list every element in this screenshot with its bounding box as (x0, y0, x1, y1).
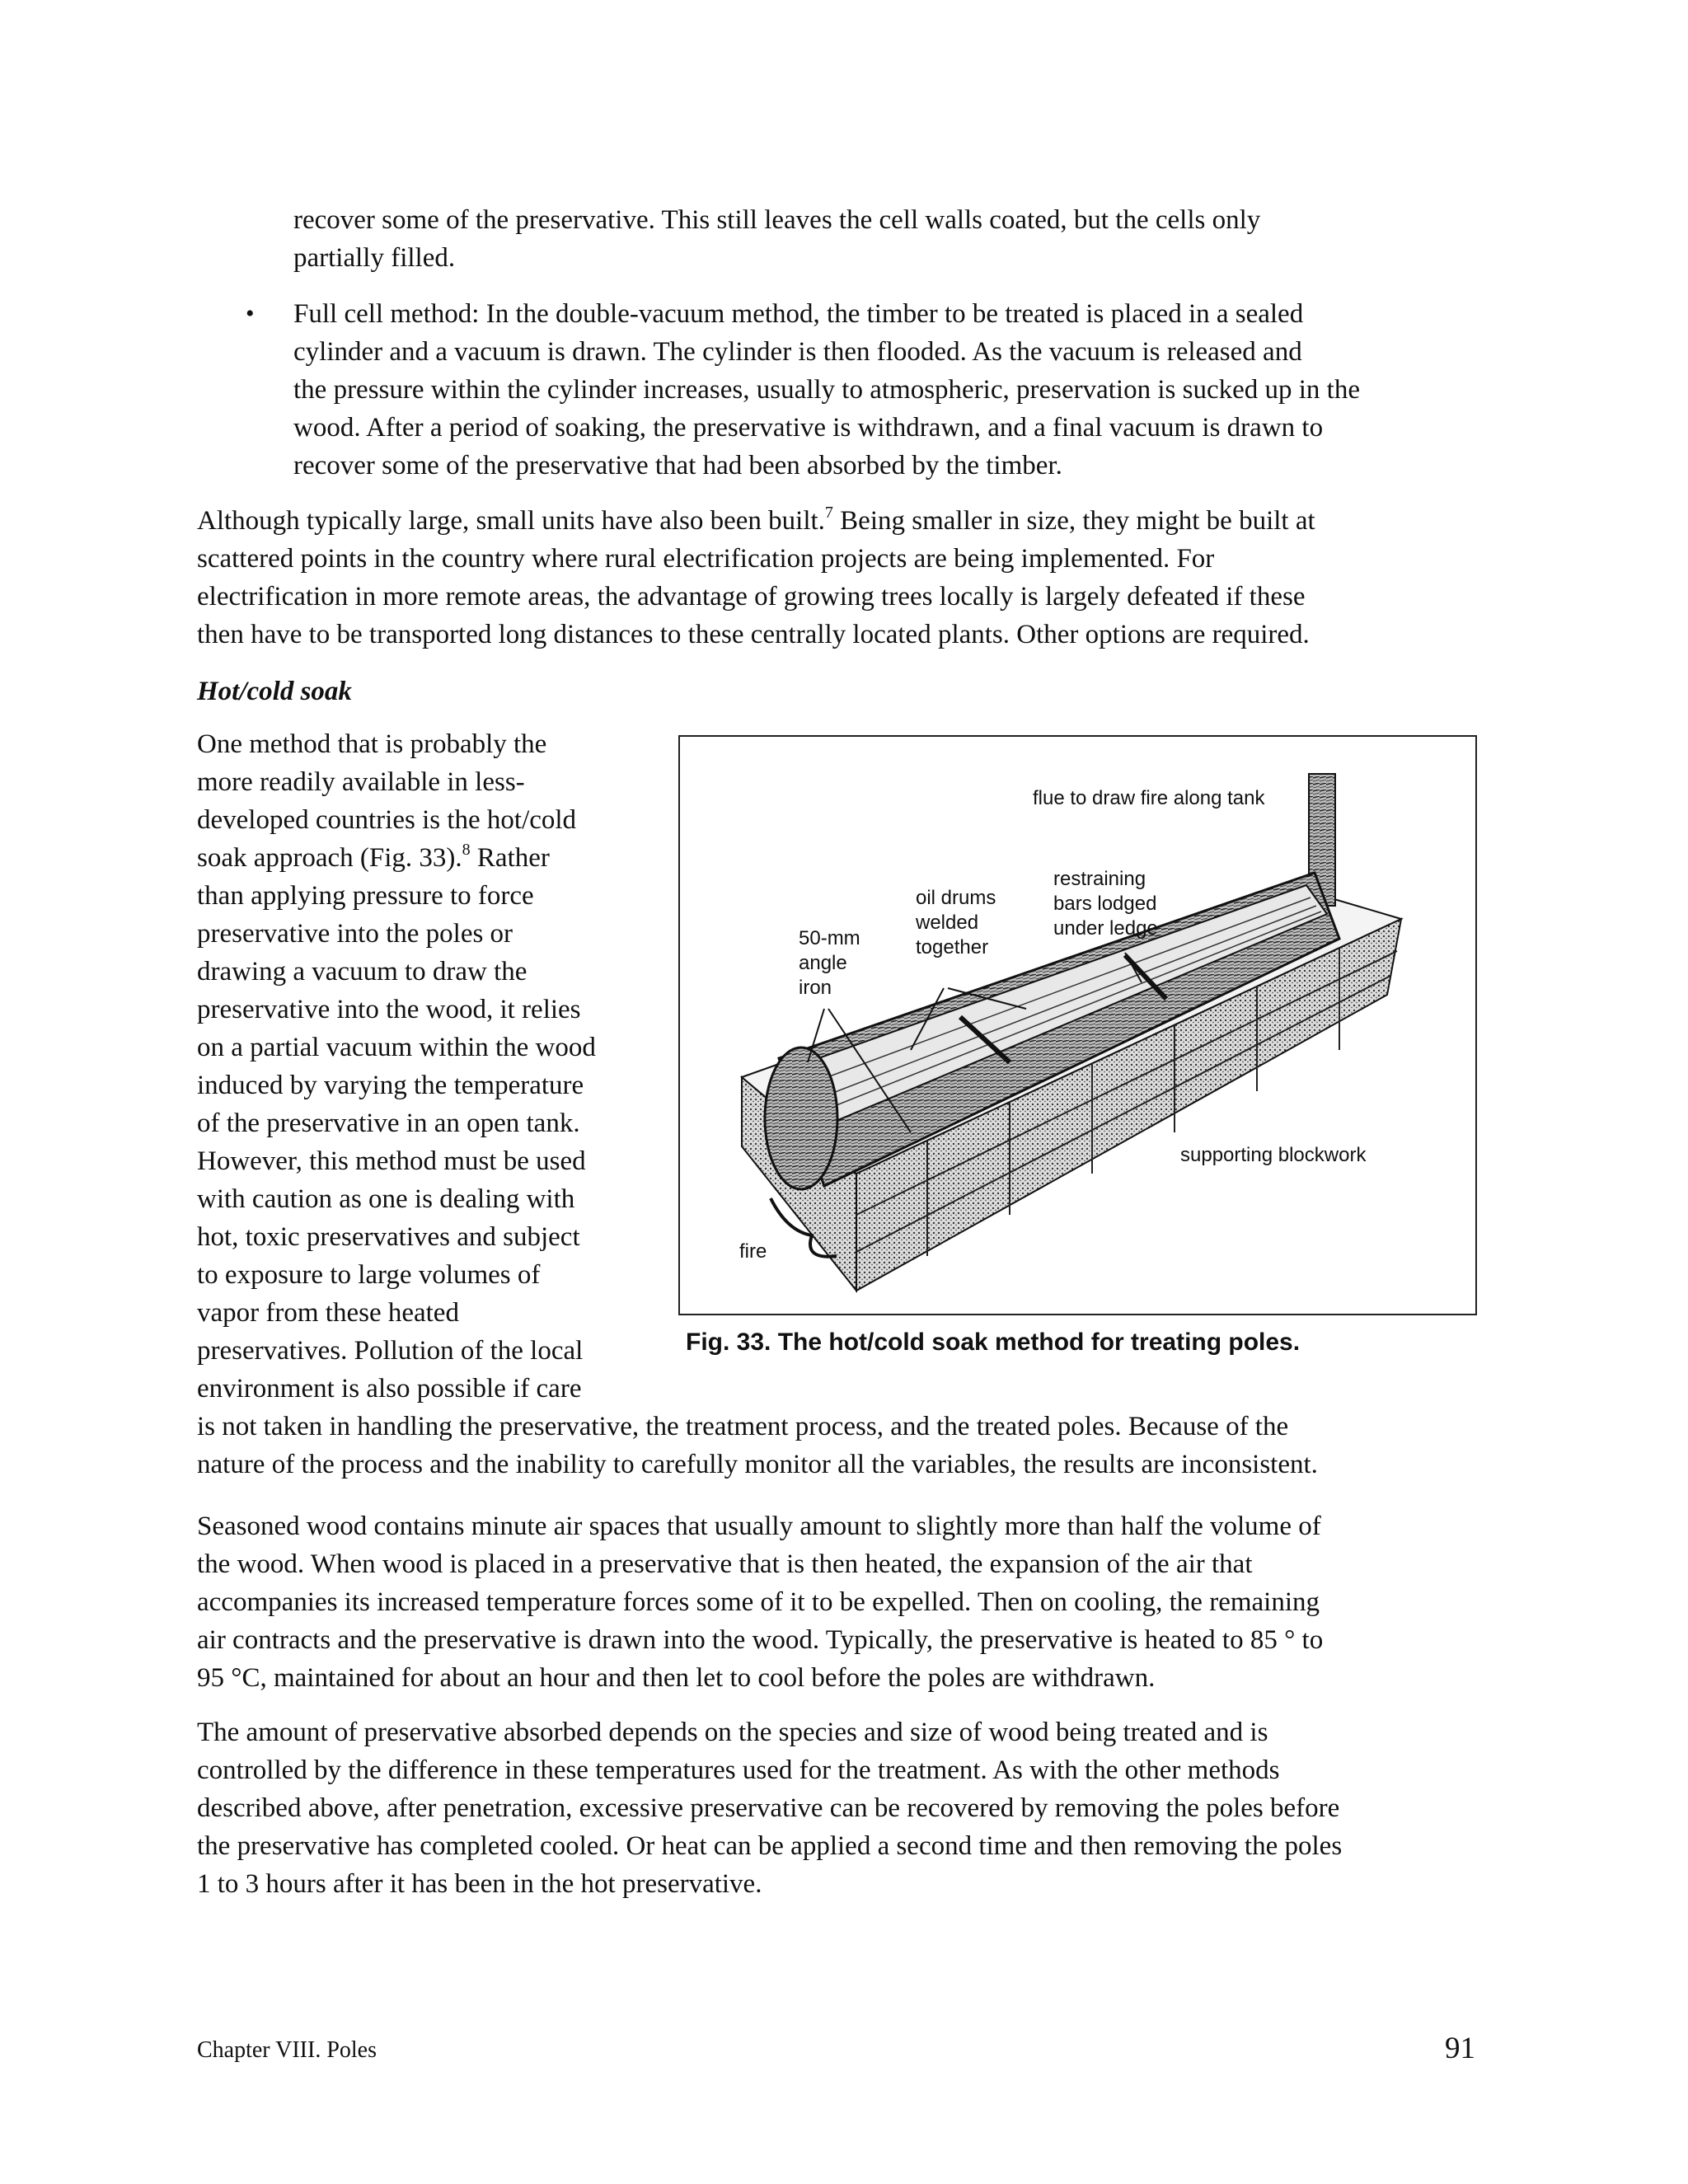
text-line: than applying pressure to force (197, 881, 534, 911)
text-line: scattered points in the country where rural electrification projects are being implemented. For (197, 544, 1215, 574)
paragraph-small-units (197, 502, 1315, 654)
text-line: hot, toxic preservatives and subject (197, 1222, 580, 1252)
text-line: partially filled. (293, 243, 456, 273)
text-line: air contracts and the preservative is drawn into the wood. Typically, the preservative is heated to 85 ° to (197, 1625, 1324, 1655)
page-number: 91 (1445, 2032, 1475, 2065)
paragraph-amount-absorbed (197, 1713, 1342, 1903)
text-segment: Being smaller in size, they might be built at (832, 506, 1315, 536)
text-line: the preservative has completed cooled. Or heat can be applied a second time and then removing the poles (197, 1831, 1343, 1861)
label-blockwork: supporting blockwork (1180, 1144, 1367, 1166)
label-flue: flue to draw fire along tank (1033, 787, 1265, 809)
paragraph-full-cell-method (293, 295, 1360, 485)
label-line: welded (916, 912, 979, 934)
text-line: is not taken in handling the preservative, the treatment process, and the treated poles. Because of the (197, 1412, 1289, 1441)
text-line: of the preservative in an open tank. (197, 1108, 580, 1138)
text-line: The amount of preservative absorbed depends on the species and size of wood being treated and is (197, 1718, 1268, 1747)
text-segment: Rather (470, 843, 550, 873)
text-line: Full cell method: In the double-vacuum method, the timber to be treated is placed in a sealed (293, 299, 1304, 329)
text-line: drawing a vacuum to draw the (197, 957, 528, 987)
text-line: Seasoned wood contains minute air spaces that usually amount to slightly more than half the volume of (197, 1511, 1321, 1541)
text-line: induced by varying the temperature (197, 1071, 584, 1100)
text-line: preservative into the wood, it relies (197, 995, 581, 1024)
label-line: bars lodged (1053, 893, 1157, 915)
text-line: to exposure to large volumes of (197, 1260, 541, 1290)
text-line: recover some of the preservative that had been absorbed by the timber. (293, 451, 1062, 480)
paragraph-seasoned-wood (197, 1507, 1323, 1697)
footer-chapter: Chapter VIII. Poles (197, 2037, 377, 2063)
label-angle-iron (799, 926, 860, 1001)
footnote-ref: 8 (462, 841, 471, 859)
label-oil-drums (916, 886, 996, 960)
text-line: However, this method must be used (197, 1146, 586, 1176)
text-line: cylinder and a vacuum is drawn. The cylinder is then flooded. As the vacuum is released and (293, 337, 1302, 367)
text-segment: soak approach (Fig. 33). (197, 843, 462, 873)
text-line: then have to be transported long distances to these centrally located plants. Other options are required. (197, 620, 1310, 649)
text-line: on a partial vacuum within the wood (197, 1033, 596, 1062)
text-line (197, 502, 1315, 540)
text-line: the pressure within the cylinder increases, usually to atmospheric, preservation is sucked up in the (293, 375, 1360, 405)
text-line: preservative into the poles or (197, 919, 513, 949)
text-line: nature of the process and the inability to carefully monitor all the variables, the results are inconsistent. (197, 1450, 1318, 1479)
label-line: 50-mm (799, 927, 860, 949)
label-restraining-bars (1053, 867, 1158, 941)
text-line: accompanies its increased temperature forces some of it to be expelled. Then on cooling, the remaining (197, 1587, 1320, 1617)
tank-illustration (680, 737, 1475, 1314)
figure-caption: Fig. 33. The hot/cold soak method for treating poles. (686, 1329, 1301, 1356)
footnote-ref: 7 (824, 504, 833, 522)
text-line: developed countries is the hot/cold (197, 805, 577, 835)
paragraph-continuation (293, 201, 1260, 277)
text-segment: Although typically large, small units have also been built. (197, 506, 825, 536)
text-line: electrification in more remote areas, the advantage of growing trees locally is largely defeated if these (197, 582, 1306, 612)
label-line: together (916, 936, 989, 958)
text-line: the wood. When wood is placed in a preservative that is then heated, the expansion of the air that (197, 1549, 1253, 1579)
label-line: restraining (1053, 868, 1146, 890)
text-line: One method that is probably the (197, 729, 547, 759)
figure-33 (678, 735, 1477, 1315)
label-fire: fire (739, 1240, 767, 1263)
text-line: 95 °C, maintained for about an hour and then let to cool before the poles are withdrawn. (197, 1663, 1156, 1693)
text-line: recover some of the preservative. This still leaves the cell walls coated, but the cells only (293, 205, 1261, 235)
label-line: under ledge (1053, 917, 1158, 940)
text-line: with caution as one is dealing with (197, 1184, 575, 1214)
text-line: controlled by the difference in these temperatures used for the treatment. As with the other methods (197, 1755, 1280, 1785)
bullet-icon: • (246, 300, 255, 327)
text-line: vapor from these heated (197, 1298, 459, 1328)
text-line: environment is also possible if care (197, 1374, 582, 1404)
label-line: iron (799, 977, 832, 999)
text-line: described above, after penetration, excessive preservative can be recovered by removing the poles before (197, 1793, 1340, 1823)
label-line: oil drums (916, 887, 996, 909)
section-heading: Hot/cold soak (197, 677, 352, 706)
text-line: wood. After a period of soaking, the preservative is withdrawn, and a final vacuum is drawn to (293, 413, 1324, 443)
text-line: preservatives. Pollution of the local (197, 1336, 584, 1366)
text-line: more readily available in less- (197, 767, 525, 797)
label-line: angle (799, 952, 847, 974)
text-line: 1 to 3 hours after it has been in the hot preservative. (197, 1869, 762, 1899)
